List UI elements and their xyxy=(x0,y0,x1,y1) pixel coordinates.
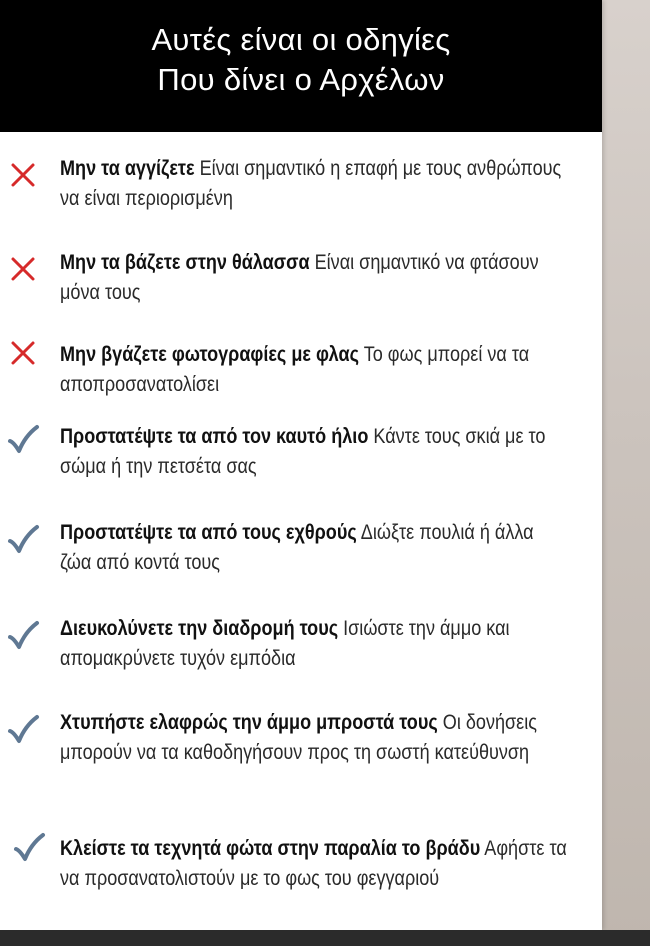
list-item-rest: Το φως μπορεί να τα αποπροσανατολίσει xyxy=(60,343,530,396)
check-icon xyxy=(6,522,40,556)
header-title-line-1: Αυτές είναι οι οδηγίες xyxy=(151,22,451,57)
list-item-rest: Κάντε τους σκιά με το σώμα ή την πετσέτα σας xyxy=(60,425,546,478)
list-item-bold: Μην βγάζετε φωτογραφίες με φλας xyxy=(60,343,359,366)
check-icon xyxy=(6,712,40,746)
cross-icon xyxy=(6,252,40,286)
list-item-bold: Μην τα αγγίζετε xyxy=(60,157,195,180)
list-item-bold: Διευκολύνετε την διαδρομή τους xyxy=(60,617,339,640)
cross-icon xyxy=(6,336,40,370)
header-title-line-2: Που δίνει ο Αρχέλων xyxy=(157,62,445,97)
check-icon xyxy=(6,618,40,652)
list-item-rest: Είναι σημαντικό η επαφή με τους ανθρώπους να είναι περιορισμένη xyxy=(60,157,562,210)
list-item-text xyxy=(60,422,569,482)
list-item-rest: Είναι σημαντικό να φτάσουν μόνα τους xyxy=(60,251,539,304)
list-item-rest: Οι δονήσεις μπορούν να τα καθοδηγήσουν προς τη σωστή κατεύθυνση xyxy=(60,711,537,764)
list-item-text xyxy=(60,708,569,768)
list-item-text xyxy=(60,248,569,308)
header-banner xyxy=(0,0,602,132)
list-item-text xyxy=(60,154,569,214)
check-icon xyxy=(12,830,46,864)
cross-icon xyxy=(6,158,40,192)
list-item-bold: Κλείστε τα τεχνητά φώτα στην παραλία το βράδυ xyxy=(60,837,481,860)
list-item-rest: Διώξτε πουλιά ή άλλα ζώα από κοντά τους xyxy=(60,521,534,574)
list-item-bold: Προστατέψτε τα από τον καυτό ήλιο xyxy=(60,425,369,448)
list-item-text xyxy=(60,518,569,578)
list-item-text xyxy=(60,340,569,400)
list-item-text xyxy=(60,834,569,894)
list-item-bold: Μην τα βάζετε στην θάλασσα xyxy=(60,251,310,274)
list-item-text xyxy=(60,614,569,674)
list-item-rest: Αφήστε τα να προσανατολιστούν με το φως του φεγγαριού xyxy=(60,837,567,890)
background-strip xyxy=(600,0,650,946)
list-item-bold: Χτυπήστε ελαφρώς την άμμο μπροστά τους xyxy=(60,711,438,734)
bottom-bar xyxy=(0,930,650,946)
check-icon xyxy=(6,422,40,456)
list-item-rest: Ισιώστε την άμμο και απομακρύνετε τυχόν εμπόδια xyxy=(60,617,510,670)
list-item-bold: Προστατέψτε τα από τους εχθρούς xyxy=(60,521,357,544)
